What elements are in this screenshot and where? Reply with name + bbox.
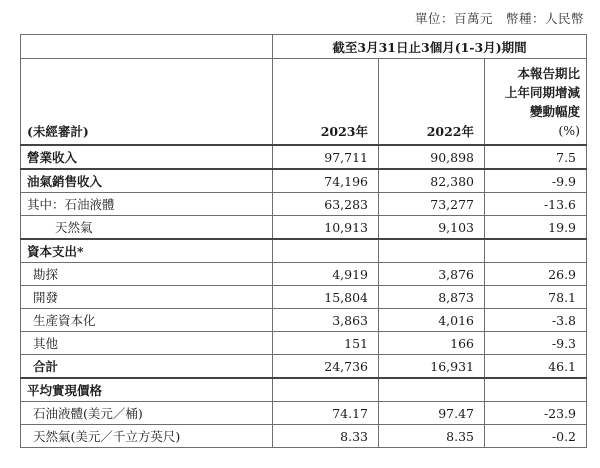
table-row — [21, 309, 587, 332]
column-header-row — [21, 59, 587, 146]
cell-change: -3.8 — [485, 309, 587, 332]
cell-2023: 24,736 — [273, 355, 379, 379]
table-row — [21, 378, 587, 402]
cell-2023: 74,196 — [273, 169, 379, 193]
row-label: 營業收入 — [21, 145, 273, 169]
cell-change: 46.1 — [485, 355, 587, 379]
row-label: 合計 — [21, 355, 273, 379]
corner-cell — [21, 35, 273, 59]
cell-2023: 4,919 — [273, 263, 379, 286]
unaudited-label: (未經審計) — [21, 59, 273, 146]
cell-2023 — [273, 239, 379, 263]
cell-2023: 10,913 — [273, 216, 379, 240]
cell-2022: 16,931 — [379, 355, 485, 379]
financial-table — [20, 34, 587, 448]
year-2022-header: 2022年 — [379, 59, 485, 146]
table-row-total — [21, 355, 587, 379]
cell-2022: 3,876 — [379, 263, 485, 286]
period-header: 截至3月31日止3個月(1-3月)期間 — [273, 35, 587, 59]
cell-2022: 97.47 — [379, 402, 485, 425]
cell-change: -9.3 — [485, 332, 587, 355]
cell-change: -9.9 — [485, 169, 587, 193]
cell-2022 — [379, 239, 485, 263]
year-2023-header: 2023年 — [273, 59, 379, 146]
row-label: 石油液體(美元／桶) — [21, 402, 273, 425]
change-header-line-2: 上年同期增減 — [505, 85, 581, 100]
cell-2022: 82,380 — [379, 169, 485, 193]
cell-change: 78.1 — [485, 286, 587, 309]
period-header-row — [21, 35, 587, 59]
cell-change: 7.5 — [485, 145, 587, 169]
row-label: 其他 — [21, 332, 273, 355]
row-label: 其中：石油液體 — [21, 193, 273, 216]
table-row — [21, 263, 587, 286]
row-label: 開發 — [21, 286, 273, 309]
section-label: 平均實現價格 — [21, 378, 273, 402]
table-row — [21, 402, 587, 425]
table-row — [21, 425, 587, 448]
change-header-unit: (%) — [558, 123, 581, 138]
table-row — [21, 145, 587, 169]
row-label: 天然氣 — [21, 216, 273, 240]
cell-change: 26.9 — [485, 263, 587, 286]
table-row — [21, 239, 587, 263]
cell-change: 19.9 — [485, 216, 587, 240]
cell-2023: 63,283 — [273, 193, 379, 216]
cell-change: -23.9 — [485, 402, 587, 425]
cell-change: -0.2 — [485, 425, 587, 448]
table-row — [21, 169, 587, 193]
cell-change — [485, 378, 587, 402]
row-label: 油氣銷售收入 — [21, 169, 273, 193]
cell-2022: 73,277 — [379, 193, 485, 216]
cell-2022: 4,016 — [379, 309, 485, 332]
cell-2023: 74.17 — [273, 402, 379, 425]
cell-2022 — [379, 378, 485, 402]
cell-2022: 8,873 — [379, 286, 485, 309]
cell-2022: 90,898 — [379, 145, 485, 169]
cell-change: -13.6 — [485, 193, 587, 216]
table-row — [21, 216, 587, 240]
table-row — [21, 332, 587, 355]
cell-2023: 3,863 — [273, 309, 379, 332]
change-header-line-1: 本報告期比 — [517, 66, 581, 81]
table-row — [21, 286, 587, 309]
cell-2023: 151 — [273, 332, 379, 355]
cell-2022: 166 — [379, 332, 485, 355]
row-label: 勘探 — [21, 263, 273, 286]
unit-note: 單位：百萬元 幣種：人民幣 — [414, 11, 584, 26]
table-row — [21, 193, 587, 216]
cell-2022: 9,103 — [379, 216, 485, 240]
cell-2023: 97,711 — [273, 145, 379, 169]
change-header-line-3: 變動幅度 — [530, 104, 581, 119]
row-label: 生產資本化 — [21, 309, 273, 332]
cell-2022: 8.35 — [379, 425, 485, 448]
cell-change — [485, 239, 587, 263]
cell-2023: 8.33 — [273, 425, 379, 448]
cell-2023 — [273, 378, 379, 402]
cell-2023: 15,804 — [273, 286, 379, 309]
section-label: 資本支出* — [21, 239, 273, 263]
change-header — [485, 59, 587, 146]
row-label: 天然氣(美元／千立方英尺) — [21, 425, 273, 448]
